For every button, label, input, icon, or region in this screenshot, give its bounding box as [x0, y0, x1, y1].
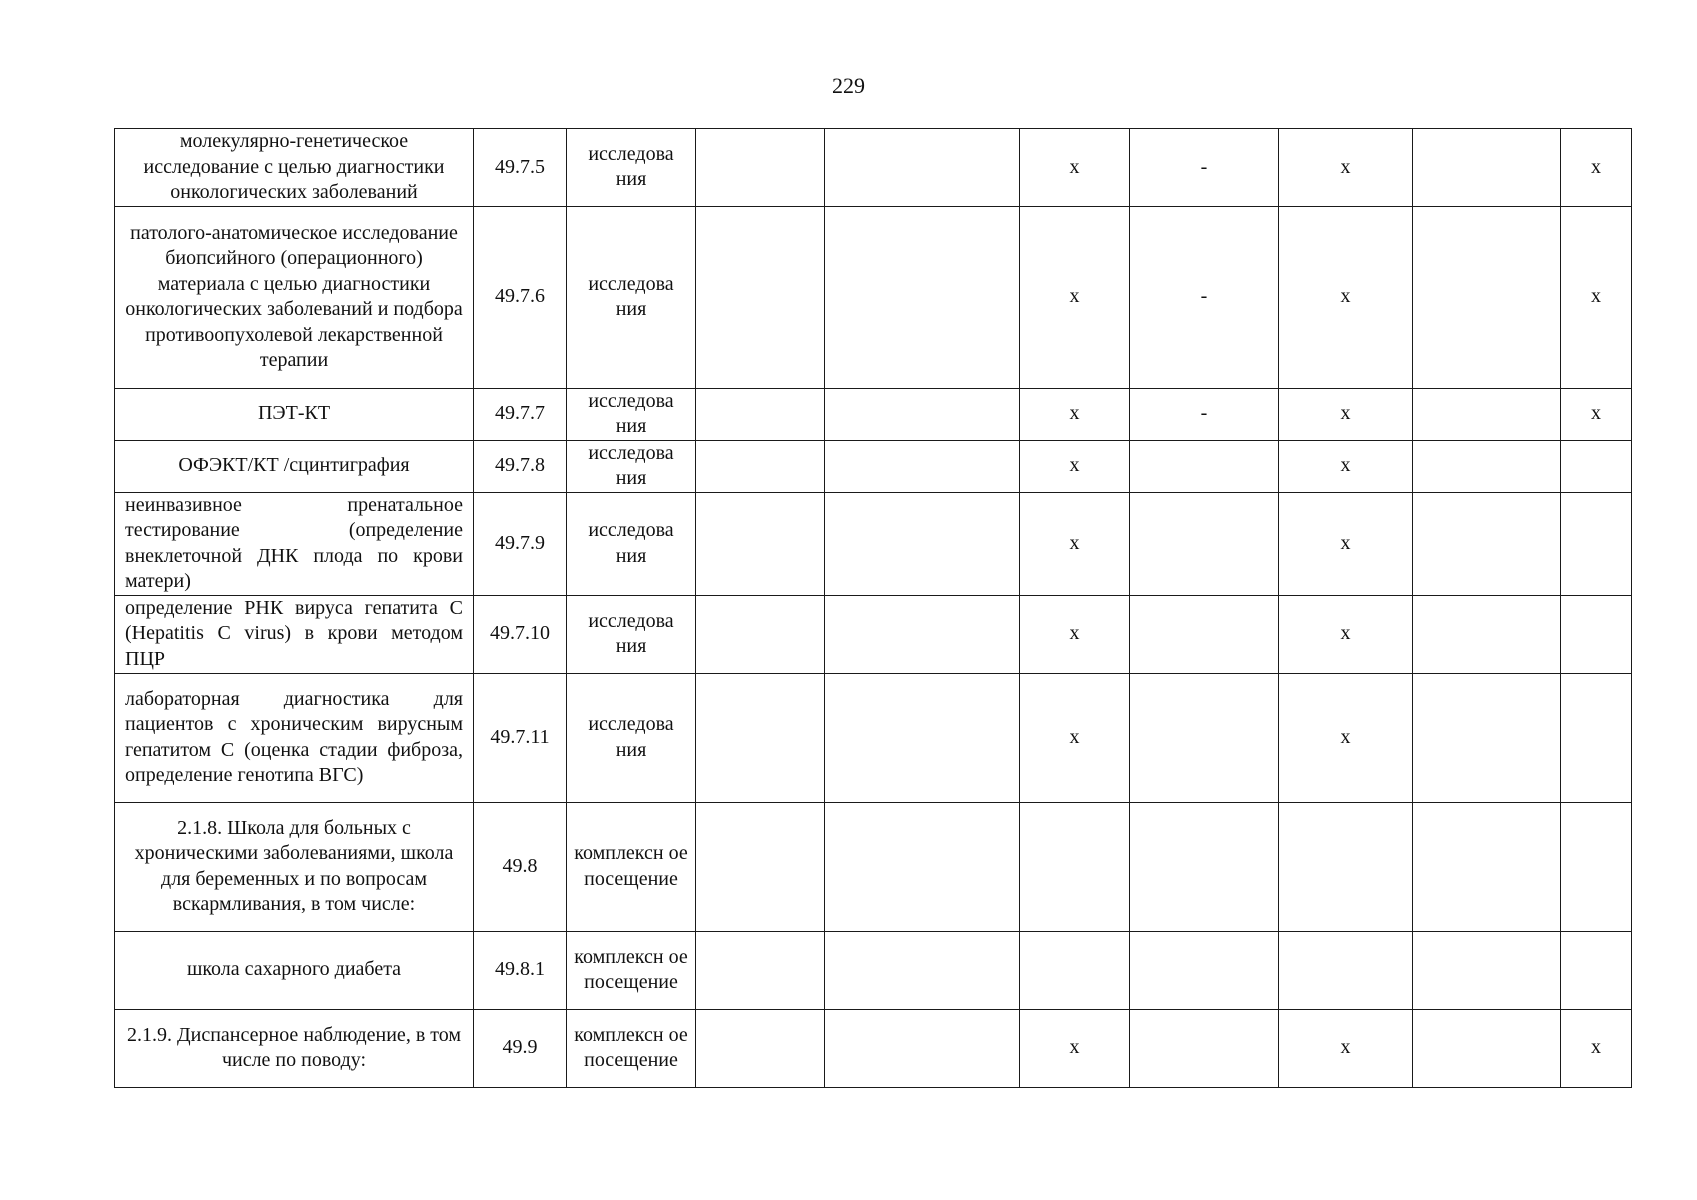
value-cell — [825, 802, 1020, 931]
value-cell — [1413, 129, 1561, 207]
unit-cell: исследова ния — [567, 388, 696, 440]
service-name-cell: неинвазивное пренатальное тестирование (определение внеклеточной ДНК плода по крови матери) — [115, 492, 474, 595]
value-cell — [825, 129, 1020, 207]
value-cell — [1020, 931, 1130, 1009]
value-cell: х — [1279, 440, 1413, 492]
value-cell — [825, 673, 1020, 802]
value-cell — [696, 595, 825, 673]
value-cell: - — [1130, 129, 1279, 207]
table-row — [115, 673, 1632, 802]
unit-cell: комплексн ое посещение — [567, 931, 696, 1009]
value-cell — [1561, 931, 1632, 1009]
table-row — [115, 129, 1632, 207]
value-cell — [1413, 802, 1561, 931]
service-name-cell: молекулярно-генетическое исследование с целью диагностики онкологических заболеваний — [115, 129, 474, 207]
value-cell — [1561, 492, 1632, 595]
value-cell — [696, 206, 825, 388]
value-cell — [1413, 595, 1561, 673]
value-cell — [1413, 388, 1561, 440]
value-cell: - — [1130, 388, 1279, 440]
service-code-cell: 49.7.5 — [474, 129, 567, 207]
value-cell — [1130, 931, 1279, 1009]
value-cell — [1130, 802, 1279, 931]
table-row — [115, 802, 1632, 931]
value-cell — [825, 595, 1020, 673]
value-cell — [696, 1009, 825, 1087]
table-row — [115, 388, 1632, 440]
table-row — [115, 931, 1632, 1009]
value-cell — [825, 492, 1020, 595]
unit-cell: исследова ния — [567, 440, 696, 492]
value-cell — [1130, 440, 1279, 492]
service-code-cell: 49.7.9 — [474, 492, 567, 595]
service-code-cell: 49.7.8 — [474, 440, 567, 492]
value-cell — [1413, 492, 1561, 595]
value-cell — [1279, 931, 1413, 1009]
value-cell — [1561, 595, 1632, 673]
service-name-cell: ОФЭКТ/КТ /сцинтиграфия — [115, 440, 474, 492]
value-cell: х — [1020, 388, 1130, 440]
value-cell: х — [1020, 595, 1130, 673]
value-cell: х — [1279, 1009, 1413, 1087]
service-name-cell: лабораторная диагностика для пациентов с хроническим вирусным гепатитом С (оценка стадии фиброза, определение генотипа ВГС) — [115, 673, 474, 802]
value-cell — [1413, 931, 1561, 1009]
value-cell — [1020, 802, 1130, 931]
value-cell — [1130, 595, 1279, 673]
value-cell: х — [1020, 673, 1130, 802]
unit-cell: комплексн ое посещение — [567, 802, 696, 931]
service-code-cell: 49.7.10 — [474, 595, 567, 673]
value-cell — [696, 931, 825, 1009]
value-cell: х — [1561, 1009, 1632, 1087]
value-cell: х — [1279, 492, 1413, 595]
value-cell — [1413, 440, 1561, 492]
unit-cell: комплексн ое посещение — [567, 1009, 696, 1087]
unit-cell: исследова ния — [567, 673, 696, 802]
value-cell — [825, 440, 1020, 492]
value-cell: х — [1561, 388, 1632, 440]
table-row — [115, 440, 1632, 492]
value-cell — [825, 931, 1020, 1009]
unit-cell: исследова ния — [567, 206, 696, 388]
service-name-cell: патолого-анатомическое исследование биопсийного (операционного) материала с целью диагностики онкологических заболеваний и подбора противоопухолевой лекарственной терапии — [115, 206, 474, 388]
value-cell — [696, 388, 825, 440]
value-cell — [1130, 1009, 1279, 1087]
service-code-cell: 49.9 — [474, 1009, 567, 1087]
value-cell: х — [1279, 595, 1413, 673]
value-cell: х — [1561, 129, 1632, 207]
value-cell — [696, 440, 825, 492]
value-cell: х — [1279, 673, 1413, 802]
value-cell: х — [1561, 206, 1632, 388]
value-cell — [1130, 492, 1279, 595]
unit-cell: исследова ния — [567, 129, 696, 207]
unit-cell: исследова ния — [567, 595, 696, 673]
page-number: 229 — [832, 73, 865, 98]
value-cell: х — [1020, 129, 1130, 207]
value-cell: х — [1020, 206, 1130, 388]
value-cell: х — [1020, 1009, 1130, 1087]
service-name-cell: школа сахарного диабета — [115, 931, 474, 1009]
value-cell — [1279, 802, 1413, 931]
value-cell — [1130, 673, 1279, 802]
value-cell: х — [1020, 492, 1130, 595]
unit-cell: исследова ния — [567, 492, 696, 595]
services-table — [114, 128, 1632, 1088]
service-code-cell: 49.8 — [474, 802, 567, 931]
service-code-cell: 49.7.6 — [474, 206, 567, 388]
value-cell — [825, 388, 1020, 440]
value-cell — [1413, 673, 1561, 802]
value-cell — [1561, 802, 1632, 931]
value-cell — [696, 802, 825, 931]
table-row — [115, 1009, 1632, 1087]
value-cell — [825, 1009, 1020, 1087]
service-name-cell: определение РНК вируса гепатита С (Hepatitis C virus) в крови методом ПЦР — [115, 595, 474, 673]
table-row — [115, 206, 1632, 388]
value-cell — [696, 673, 825, 802]
table-row — [115, 492, 1632, 595]
value-cell: х — [1279, 129, 1413, 207]
service-name-cell: 2.1.9. Диспансерное наблюдение, в том числе по поводу: — [115, 1009, 474, 1087]
value-cell — [696, 129, 825, 207]
service-code-cell: 49.7.7 — [474, 388, 567, 440]
service-code-cell: 49.7.11 — [474, 673, 567, 802]
value-cell — [1561, 673, 1632, 802]
value-cell: х — [1279, 206, 1413, 388]
service-code-cell: 49.8.1 — [474, 931, 567, 1009]
service-name-cell: ПЭТ-КТ — [115, 388, 474, 440]
value-cell — [1413, 206, 1561, 388]
value-cell: х — [1279, 388, 1413, 440]
value-cell: - — [1130, 206, 1279, 388]
value-cell — [825, 206, 1020, 388]
table-row — [115, 595, 1632, 673]
value-cell: х — [1020, 440, 1130, 492]
value-cell — [696, 492, 825, 595]
service-name-cell: 2.1.8. Школа для больных с хроническими заболеваниями, школа для беременных и по вопросам вскармливания, в том числе: — [115, 802, 474, 931]
value-cell — [1561, 440, 1632, 492]
value-cell — [1413, 1009, 1561, 1087]
